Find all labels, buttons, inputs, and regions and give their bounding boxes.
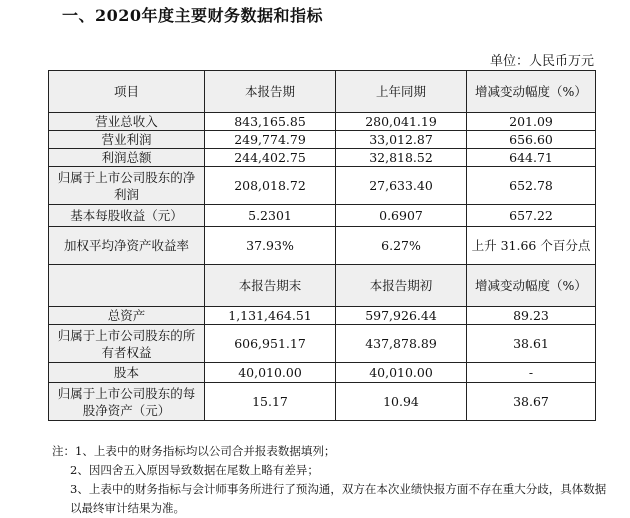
row-label: 营业总收入 [49,113,205,131]
table-cell: 1,131,464.51 [205,307,336,325]
footnotes [52,442,612,518]
table-row [49,363,596,383]
table-cell: 89.23 [467,307,596,325]
footnote: 2、因四舍五入原因导致数据在尾数上略有差异； [70,463,319,477]
table-cell: 437,878.89 [336,325,467,363]
row-label: 归属于上市公司股东的所有者权益 [49,325,205,363]
financial-table [48,70,596,421]
header-cell: 增减变动幅度（%） [467,265,596,307]
header-cell: 本报告期 [205,71,336,113]
table-cell: 37.93% [205,227,336,265]
table-cell: 657.22 [467,205,596,227]
table-row [49,167,596,205]
table-cell: 15.17 [205,383,336,421]
table-cell: 38.67 [467,383,596,421]
footnote: 注：1、上表中的财务指标均以公司合并报表数据填列； [52,444,336,458]
table-cell: 0.6907 [336,205,467,227]
table-cell: 208,018.72 [205,167,336,205]
table-cell: 32,818.52 [336,149,467,167]
header-cell: 上年同期 [336,71,467,113]
table-cell: 6.27% [336,227,467,265]
header-cell: 本报告期末 [205,265,336,307]
footnote: 3、上表中的财务指标与会计师事务所进行了预沟通，双方在本次业绩快报方面不存在重大分歧，具体数据以最终审计结果为准。 [70,482,607,515]
table-cell: 10.94 [336,383,467,421]
table-cell: 40,010.00 [336,363,467,383]
header-cell: 增减变动幅度（%） [467,71,596,113]
header-cell: 本报告期初 [336,265,467,307]
table-header-row [49,71,596,113]
row-label: 归属于上市公司股东的每股净资产（元） [49,383,205,421]
table-cell: 843,165.85 [205,113,336,131]
table-header-row [49,265,596,307]
table-row [49,325,596,363]
table-cell: 33,012.87 [336,131,467,149]
table-cell: 656.60 [467,131,596,149]
table-row [49,383,596,421]
table-cell: 652.78 [467,167,596,205]
table-cell: 201.09 [467,113,596,131]
table-row [49,205,596,227]
row-label: 利润总额 [49,149,205,167]
row-label: 归属于上市公司股东的净利润 [49,167,205,205]
header-cell: 项目 [49,71,205,113]
row-label: 加权平均净资产收益率 [49,227,205,265]
table-row [49,149,596,167]
page-title: 一、2020年度主要财务数据和指标 [62,6,324,25]
table-cell: 606,951.17 [205,325,336,363]
unit-label: 单位：人民币万元 [489,54,594,69]
header-cell [49,265,205,307]
table-cell: 597,926.44 [336,307,467,325]
table-row [49,131,596,149]
table-cell: 644.71 [467,149,596,167]
row-label: 营业利润 [49,131,205,149]
table-row [49,227,596,265]
table-cell: 244,402.75 [205,149,336,167]
table-cell: - [467,363,596,383]
table-cell: 38.61 [467,325,596,363]
row-label: 总资产 [49,307,205,325]
table-cell: 5.2301 [205,205,336,227]
table-row [49,307,596,325]
row-label: 股本 [49,363,205,383]
table-cell: 上升 31.66 个百分点 [467,227,596,265]
table-row [49,113,596,131]
row-label: 基本每股收益（元） [49,205,205,227]
table-cell: 40,010.00 [205,363,336,383]
table-cell: 249,774.79 [205,131,336,149]
table-cell: 280,041.19 [336,113,467,131]
table-cell: 27,633.40 [336,167,467,205]
